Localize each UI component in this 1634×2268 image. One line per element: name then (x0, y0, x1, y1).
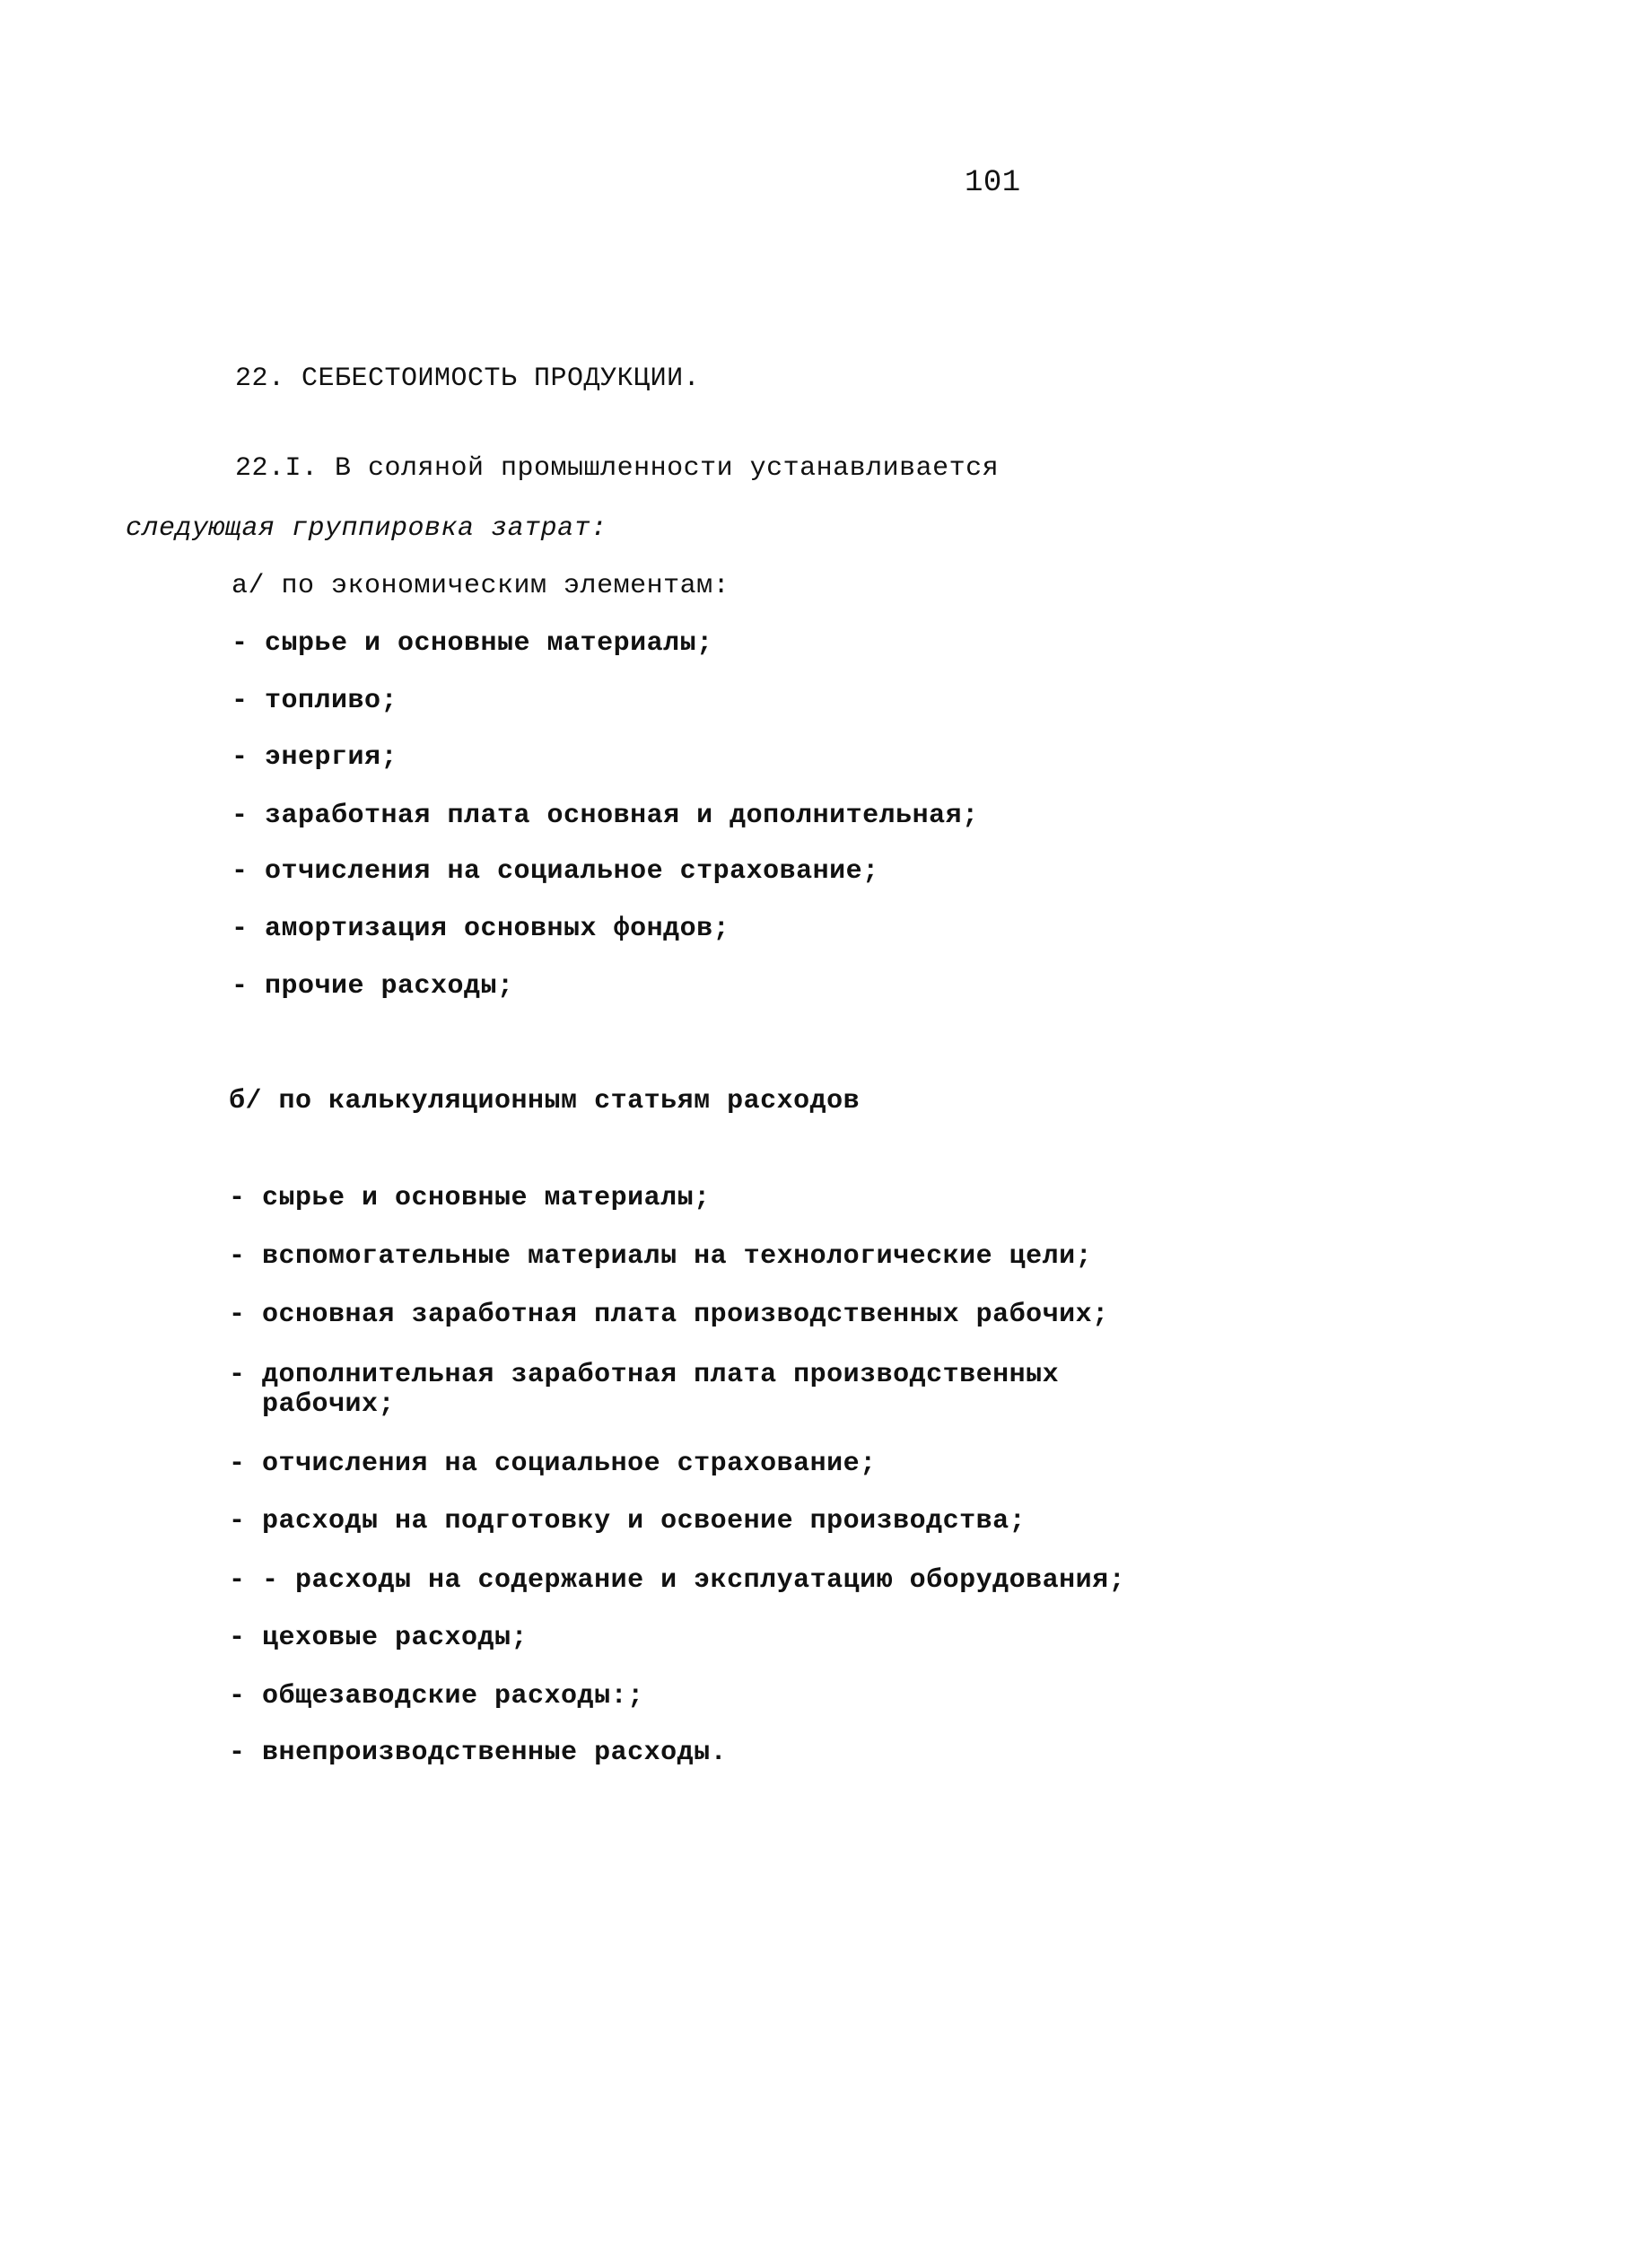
list-item: - прочие расходы; (232, 971, 514, 1002)
list-item: - - расходы на содержание и эксплуатацию оборудования; (229, 1565, 1126, 1596)
list-item: - основная заработная плата производственных рабочих; (229, 1300, 1109, 1330)
list-item: - дополнительная заработная плата производственных (229, 1360, 1060, 1390)
list-item: - амортизация основных фондов; (232, 914, 730, 944)
list-item: - сырье и основные материалы; (232, 628, 713, 659)
list-item: - сырье и основные материалы; (229, 1183, 711, 1213)
list-item: - внепроизводственные расходы. (229, 1738, 728, 1768)
section-b-title: б/ по калькуляционным статьям расходов (229, 1086, 861, 1116)
list-item: - топливо; (232, 686, 398, 716)
list-item: - вспомогательные материалы на технологические цели; (229, 1241, 1093, 1272)
intro-paragraph-line-2: следующая группировка затрат: (126, 513, 607, 544)
list-item-continuation: рабочих; (229, 1389, 396, 1420)
list-item: - энергия; (232, 742, 398, 773)
list-item: - отчисления на социальное страхование; (229, 1449, 877, 1479)
list-item: - отчисления на социальное страхование; (232, 856, 879, 887)
list-item: - цеховые расходы; (229, 1623, 529, 1653)
section-heading: 22. СЕБЕСТОИМОСТЬ ПРОДУКЦИИ. (235, 363, 701, 394)
list-item: - заработная плата основная и дополнительная; (232, 801, 979, 831)
page-number: 101 (965, 166, 1021, 200)
list-item: - расходы на подготовку и освоение производства; (229, 1506, 1027, 1537)
list-item: - общезаводские расходы:; (229, 1681, 644, 1712)
intro-paragraph-line-1: 22.I. В соляной промышленности устанавливается (235, 453, 1000, 484)
section-a-title: а/ по экономическим элементам: (232, 571, 730, 601)
